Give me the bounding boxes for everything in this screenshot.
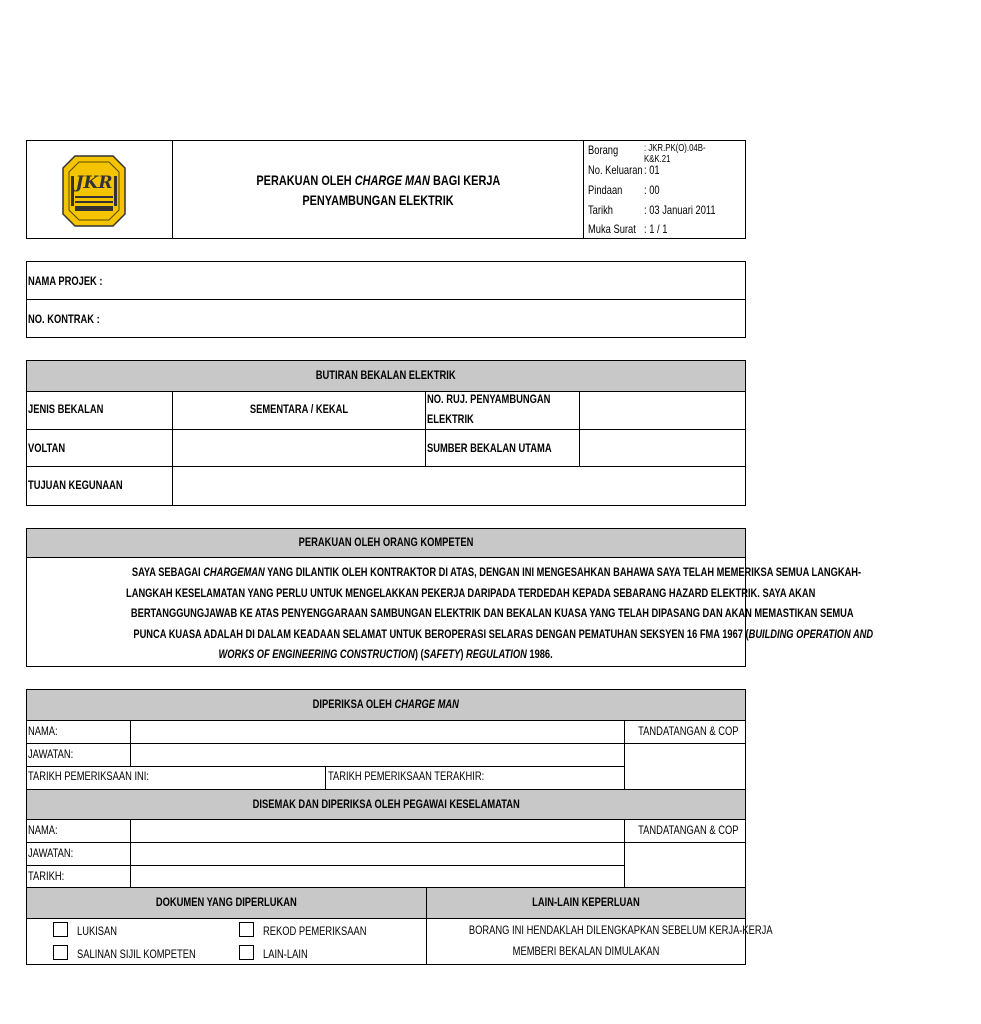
meta-label-borang: Borang — [588, 143, 619, 157]
reviewed-nama-label: NAMA: — [28, 823, 58, 837]
no-kontrak-label: NO. KONTRAK : — [28, 312, 100, 326]
reviewed-heading: DISEMAK DAN DIPERIKSA OLEH PEGAWAI KESELAMATAN — [252, 797, 520, 811]
reviewed-nama-field[interactable] — [131, 820, 623, 841]
checked-nama-label: NAMA: — [28, 724, 58, 738]
jenis-bekalan-label: JENIS BEKALAN — [28, 402, 104, 416]
tarikh-akhir-label: TARIKH PEMERIKSAAN TERAKHIR: — [328, 769, 485, 783]
form-title: PERAKUAN OLEH CHARGE MAN BAGI KERJA PENYAMBUNGAN ELEKTRIK — [256, 172, 500, 208]
meta-value-borang: : JKR.PK(O).04B-K&K.21 — [644, 143, 706, 165]
reviewed-jawatan-label: JAWATAN: — [28, 846, 74, 860]
checked-nama-field[interactable] — [131, 721, 623, 742]
lain-lain-label: LAIN-LAIN — [263, 947, 308, 961]
reviewed-tandatangan-label: TANDATANGAN & COP — [638, 823, 739, 837]
checked-heading-italic: CHARGE MAN — [394, 697, 460, 711]
sumber-label: SUMBER BEKALAN UTAMA — [427, 441, 552, 455]
meta-label-muka-surat: Muka Surat — [588, 222, 636, 236]
rekod-pemeriksaan-label: REKOD PEMERIKSAAN — [263, 924, 367, 938]
checked-heading: DIPERIKSA OLEH — [312, 697, 395, 711]
no-ruj-label-1: NO. RUJ. PENYAMBUNGAN — [427, 392, 551, 406]
sijil-kompeten-label: SALINAN SIJIL KOMPETEN — [77, 947, 196, 961]
meta-label-keluaran: No. Keluaran — [588, 163, 643, 177]
meta-label-pindaan: Pindaan — [588, 183, 623, 197]
other-note-line2: MEMBERI BEKALAN DIMULAKAN — [512, 944, 660, 958]
meta-value-pindaan: : 00 — [644, 183, 660, 197]
jkr-logo — [61, 154, 127, 228]
nama-projek-label: NAMA PROJEK : — [28, 274, 103, 288]
checked-jawatan-label: JAWATAN: — [28, 747, 74, 761]
lukisan-checkbox[interactable] — [53, 922, 68, 937]
checked-tandatangan-label: TANDATANGAN & COP — [638, 724, 739, 738]
meta-value-keluaran: : 01 — [644, 163, 660, 177]
reviewed-jawatan-field[interactable] — [131, 843, 623, 864]
sijil-kompeten-checkbox[interactable] — [53, 945, 68, 960]
reviewed-tarikh-label: TARIKH: — [28, 869, 65, 883]
other-heading: LAIN-LAIN KEPERLUAN — [532, 895, 640, 909]
tarikh-ini-label: TARIKH PEMERIKSAAN INI: — [28, 769, 150, 783]
declaration-text: SAYA SEBAGAI CHARGEMAN YANG DILANTIK OLEH KONTRAKTOR DI ATAS, DENGAN INI MENGESAHKAN BAHAWA SAYA TELAH MEMERIKSA SEMUA LANGKAH- LANGKAH KESELAMATAN YANG PERLU UNTUK MENGELAKKAN PEKERJA DARIPADA TERDEDAH KEPADA SEBARANG HAZARD ELEKTRIK. SAYA AKAN BERTANGGUNGJAWAB KE ATAS PENYENGGARAAN SAMBUNGAN ELEKTRIK DAN BEKALAN KUASA YANG TELAH DIPASANG DAN AKAN MEMASTIKAN SEMUA PUNCA KUASA ADALAH DI DALAM KEADAAN SELAMAT UNTUK BEROPERASI SELARAS DENGAN PEMATUHAN SEKSYEN 16 FMA 1967 (BUILDING OPERATION AND WORKS OF ENGINEERING CONSTRUCTION) (SAFETY) REGULATION 1986. — [126, 565, 874, 661]
meta-value-muka-surat: : 1 / 1 — [644, 222, 668, 236]
jenis-bekalan-value: SEMENTARA / KEKAL — [249, 402, 348, 416]
lukisan-label: LUKISAN — [77, 924, 118, 938]
meta-value-tarikh: : 03 Januari 2011 — [644, 203, 716, 217]
rekod-pemeriksaan-checkbox[interactable] — [239, 922, 254, 937]
reviewed-tarikh-field[interactable] — [131, 866, 623, 886]
supply-heading: BUTIRAN BEKALAN ELEKTRIK — [316, 368, 456, 382]
voltan-label: VOLTAN — [28, 441, 66, 455]
lain-lain-checkbox[interactable] — [239, 945, 254, 960]
other-note-line1: BORANG INI HENDAKLAH DILENGKAPKAN SEBELUM KERJA-KERJA — [468, 923, 773, 937]
tujuan-label: TUJUAN KEGUNAAN — [28, 478, 123, 492]
declaration-heading: PERAKUAN OLEH ORANG KOMPETEN — [298, 535, 474, 549]
no-ruj-label-2: ELEKTRIK — [427, 412, 474, 426]
checked-jawatan-field[interactable] — [131, 744, 623, 765]
documents-heading: DOKUMEN YANG DIPERLUKAN — [155, 895, 297, 909]
meta-label-tarikh: Tarikh — [588, 203, 613, 217]
logo-text: JKR — [75, 173, 113, 193]
